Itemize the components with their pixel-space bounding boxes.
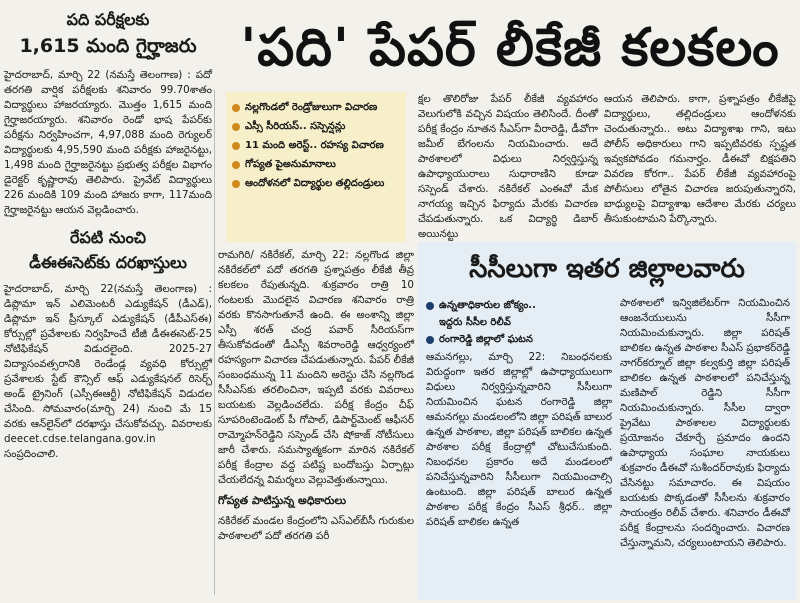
bullet-icon <box>426 302 434 310</box>
main-headline: 'పది' పేపర్ లీకేజీ కలకలం <box>240 17 780 78</box>
column-divider <box>214 90 215 595</box>
sidebar-highlight-item: ఇద్దరు సీసీల రిలీవ్ <box>439 317 511 328</box>
sidebar-story-para1: ఆమనగల్లు, మార్చి 22: నిబంధనలకు విరుద్ధంగా ఇతర జిల్లాల్లో ఉపాధ్యాయులుగా విధులు నిర్వర్తిస్తున్నవారిని సీసీలుగా నియమించిన ఘటన రంగారెడ్డి జిల్లా ఆమనగల్లు మండలంలోని జిల్లా పరిషత్ బాలుర ఉన్నత పాఠశాల, జిల్లా పరిషత్ బాలికల ఉన్నత పాఠశాల పరీక్ష కేంద్రాల్లో చోటుచేసుకుంది. నిబంధనల ప్రకారం అదే మండలంలో పనిచేస్తున్నవారిని సీసీలుగా నియమించాల్సి ఉంటుంది. జిల్లా పరిషత్ బాలుర ఉన్నత పాఠశాల పరీక్ష కేంద్రం సీఎస్ శ్రీధర్.. జిల్లా పరిషత్ బాలికల ఉన్నత <box>426 351 612 528</box>
story-continued: క్షల తొలిరోజు పేపర్ లీకేజీ వ్యవహారం వెలుగులోకి వచ్చిన విషయం తెలిసిందే. దీంతో పరీక్ష కేంద్రం నూతన సీఎస్‌గా వీరారెడ్డి, డీవోగా జమీల్ బేగంలను నియమించారు. అదే పాఠశాలలో విధులు నిర్వర్తిస్తున్న ఉపాధ్యాయురాలు సుధారాణిని కూడా సస్పెండ్ చేశారు. నకిరేకల్ ఎంఈవో మేక నాగయ్య ఇచ్చిన ఫిర్యాదు మేరకు విచారణ చేపడుతున్నారు. ఒక విద్యార్థి డిబార్ అయినట్టు <box>418 93 598 240</box>
story-main-para1: రామగిరి/ నకిరేకల్, మార్చి 22: నల్లగొండ జిల్లా నకిరేకల్‌లో పదో తరగతి ప్రశ్నాపత్రం లీకేజీ తీవ్ర కలకలం రేపుతున్నది. శుక్రవారం రాత్రి 10 గంటలకు మొదలైన విచారణ శనివారం రాత్రి వరకు కొనసాగుతూనే ఉంది. ఈ అంశాన్ని జిల్లా ఎస్పీ శరత్ చంద్ర పవార్ సీరియస్‌గా తీసుకోవడంతో డీఎస్పీ శివరాంరెడ్డి ఆధ్వర్యంలో రహస్యంగా విచారణ చేపడుతున్నారు. పేపర్ లీకేజీ సంబంధమున్న 11 మందిని అరెస్టు చేసి నల్లగొండ సీసీఎస్‌కు తరలించినా, ఇప్పటి వరకు వివరాలు బయటకు వెల్లడించలేదు. పరీక్ష కేంద్రం చీఫ్ సూపరింటెండెంట్ పీ గోపాల్, డిపార్ట్‌మెంట్ ఆఫీసర్ రామ్మోహన్‌రెడ్డిని సస్పెండ్ చేసి షోకాజ్ నోటీసులు జారీ చేశారు. సమస్యాత్మకంగా మారిన నకిరేకల్ పరీక్ష కేంద్రాల వద్ద పటిష్ట బందోబస్తు ఏర్పాట్లు చేయలేదన్న విమర్శలు వెల్లువెత్తుతున్నాయి. <box>218 249 414 486</box>
sidebar-headline: సీసీలుగా ఇతర జిల్లాలవారు <box>469 254 745 284</box>
highlight-item: గోప్యత పైఅనుమానాలు <box>232 158 400 172</box>
headline-exam-absent-2: 1,615 మంది గైర్హాజరు <box>19 35 197 57</box>
highlights-box <box>226 92 406 242</box>
headline-deecet-1: రేపటి నుంచి <box>70 228 146 247</box>
headline-exam-absent-1: పది పరీక్షలకు <box>66 10 150 29</box>
left-column <box>4 4 212 462</box>
highlight-item: 11 మంది అరెస్ట్.. రహస్య విచారణ <box>232 139 400 153</box>
sidebar-highlight-item: ఉన్నతాధికారుల జోక్యం.. <box>426 299 612 313</box>
sidebar-highlights <box>426 296 612 350</box>
sidebar-story-box <box>418 242 796 600</box>
bullet-icon <box>232 180 240 188</box>
bullet-icon <box>232 142 240 150</box>
highlight-item: నల్లగొండలో రెండ్రోజులుగా విచారణ <box>232 101 400 115</box>
sidebar-highlight-item: రంగారెడ్డి జిల్లాలో ఘటన <box>426 333 612 347</box>
story-main-para2: నకిరేకల్ మండల కేంద్రంలోని ఎస్ఎల్‌బీసీ గురుకుల పాఠశాలలో పదో తరగతి పరీ <box>218 515 414 542</box>
story-deecet: హైదరాబాద్, మార్చి 22(నమస్తే తెలంగాణ) : డిప్లొమా ఇన్ ఎలిమెంటరీ ఎడ్యుకేషన్ (డీఎడ్), డిప్లొమా ఇన్ ప్రీస్కూల్ ఎడ్యుకేషన్ (డీపీఎస్ఈ) కోర్సుల్లో ప్రవేశాలకు నిర్వహించే టీజీ డీఈఈసెట్-25 నోటిఫికేషన్ విడుదలైంది. 2025-27 విద్యాసంవత్సరానికి రెండేండ్ల వ్యవధి కోర్సుల్లో ప్రవేశాలకు స్టేట్ కౌన్సిల్ ఆఫ్ ఎడ్యుకేషనల్ రిసెర్చ్ అండ్ ట్రైనింగ్ (ఎస్సీఈఆర్టీ) నోటిఫికేషన్ విడుదల చేసింది. సోమవారం(మార్చి 24) నుంచి మే 15 వరకు ఆన్‌లైన్‌లో దరఖాస్తు చేసుకోవచ్చు. వివరాలకు deecet.cdse.telangana.gov.in సంప్రదించాలి. <box>4 283 212 460</box>
sidebar-story-para2: పాఠశాలలో ఇన్విజిలేటర్‌గా నియమించిన ఆంజనేయులును సీసీగా నియమించుకున్నారు. జిల్లా పరిషత్ బాలికల ఉన్నత పాఠశాల సీఎస్ ప్రభాకర్‌రెడ్డి నాగర్‌కర్నూల్ జిల్లా కల్వకుర్తి జిల్లా పరిషత్ బాలికల ఉన్నత పాఠశాలలో పనిచేస్తున్న మణిపాల్ రెడ్డిని సీసీగా నియమించుకున్నారు. సీసీల ద్వారా ప్రైవేటు పాఠశాలల విద్యార్థులకు ప్రయోజనం చేకూర్చే ప్రమాదం ఉందని ఉపాధ్యాయ సంఘాల నాయకులు శుక్రవారం డీఈవో సుశీందర్‌రావుకు ఫిర్యాదు చేసినట్టు సమాచారం. ఈ విషయం బయటకు పొక్కడంతో సీసీలను శుక్రవారం సాయంత్రం రిలీవ్ చేశారు. శనివారం డీఈవో పరీక్ష కేంద్రాలను సందర్శించారు. విచారణ చేస్తున్నామని, చర్యలుంటాయని తెలిపారు. <box>620 297 790 549</box>
sidebar-column-2 <box>620 296 790 551</box>
bullet-icon <box>232 161 240 169</box>
highlight-item: ఎస్సీ సీరియస్.. సస్పెన్షన్లు <box>232 120 400 134</box>
story-continued-2: ఆయన తెలిపారు. కాగా, ప్రశ్నాపత్రం లీకేజీపై విద్యార్థులు, తల్లిదండ్రులు ఆందోళనకు చెందుతున్నారు.. అటు విద్యాశాఖ గాని, ఇటు పోలీస్ అధికారులు గాని ఇప్పటివరకు స్పష్టత ఇవ్వకపోవడం గమనార్హం. డీఈవో బిక్షపతిని వివరణ కోరగా.. పేపర్ లీకేజీ వ్యవహారంపై పోలీసులు లోతైన విచారణ జరుపుతున్నారని, బాధ్యులపై విద్యాశాఖ ఆదేశాల మేరకు చర్యలు తీసుకుంటామని పేర్కొన్నారు. <box>604 93 796 225</box>
right-column-2 <box>604 92 796 227</box>
middle-column <box>218 248 414 544</box>
right-column-1 <box>418 92 598 242</box>
highlight-item: ఆందోళనలో విద్యార్థుల తల్లిదండ్రులు <box>232 177 400 191</box>
bullet-icon <box>232 123 240 131</box>
bullet-icon <box>232 104 240 112</box>
sidebar-column-1 <box>426 350 612 530</box>
story-exam-absent: హైదరాబాద్, మార్చి 22 (నమస్తే తెలంగాణ) : పదో తరగతి వార్షిక పరీక్షలకు శనివారం 99.70శాతం విద్యార్థులు హాజరయ్యారు. మొత్తం 1,615 మంది గైర్హాజరయ్యారు. శనివారం రెండో భాష పేపర్‌కు పరీక్షను నిర్వహించగా, 4,97,088 మంది రెగ్యులర్ విద్యార్థులకు 4,95,590 మంది పరీక్షకు హాజరైనట్టు, 1,498 మంది గైర్హాజరైనట్టు ప్రభుత్వ పరీక్షల విభాగం డైరెక్టర్ కృష్ణారావు తెలిపారు. ప్రైవేట్ విద్యార్థులు 226 మందికి 109 మంది హాజరు కాగా, 117మంది గైర్హాజరైనట్టు ఆయన వెల్లడించారు. <box>4 69 212 216</box>
headline-deecet-2: డీఈఈసెట్‌కు దరఖాస్తులు <box>29 253 187 272</box>
subheading-officials: గోప్యత పాటిస్తున్న అధికారులు <box>218 494 347 507</box>
bullet-icon <box>426 336 434 344</box>
